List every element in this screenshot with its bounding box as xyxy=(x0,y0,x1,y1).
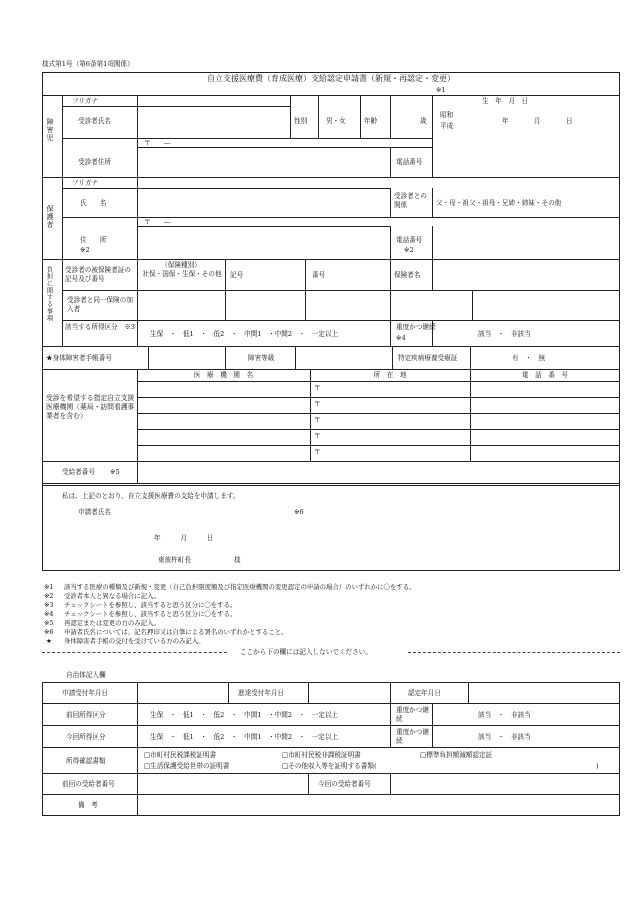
applicant-label: 申請者氏名 xyxy=(78,508,111,516)
same-insured-label: 受診者と同一保険の加入者 xyxy=(67,296,133,313)
note-text: チェックシートを参照し、該当すると思う区分に〇をする。 xyxy=(64,601,237,609)
patient-name-field[interactable] xyxy=(139,108,288,136)
note-mark: ※6 xyxy=(44,628,54,636)
curr-income-options[interactable]: 生保 ・ 低1 ・ 低2 ・ 中間1 ・中間2 ・ 一定以上 xyxy=(150,733,339,741)
relation-options[interactable]: 父・母・祖父・祖母・兄姉・姉妹・その他 xyxy=(436,199,562,207)
relation-label: 受診者との関係 xyxy=(394,192,427,209)
guardian-phone-note: ※2 xyxy=(404,246,414,254)
note-text: 申請者氏名については、記名押印又は自筆による署名のいずれかとすること。 xyxy=(64,628,288,636)
institution-postal-5: 〒 xyxy=(314,448,321,456)
institution-col-phone: 電 話 番 号 xyxy=(521,371,569,379)
declaration-box xyxy=(42,483,620,571)
docs-label: 所得確認書類 xyxy=(66,757,106,765)
severe-note: ※4 xyxy=(396,334,406,342)
era-heisei[interactable]: 平成 xyxy=(440,122,454,130)
curr-recipient-label: 今回の受給者番号 xyxy=(318,780,371,788)
institution-col-name: 医 療 機 関 名 xyxy=(193,371,254,379)
remarks-label: 備 考 xyxy=(78,801,98,809)
guardian-phone-label: 電話番号 xyxy=(396,236,423,244)
curr-severe-options[interactable]: 該当 ・ 非該当 xyxy=(478,733,531,741)
approved-date-label: 認定年月日 xyxy=(408,689,441,697)
severe-label: 重度かつ継続 xyxy=(396,323,436,331)
addressee: 東彼杵町長 xyxy=(158,556,191,564)
institution-postal-3: 〒 xyxy=(314,416,321,424)
institution-label: 受診を希望する指定自立支援医療機関（薬局・訪問看護事業者を含む） xyxy=(46,394,135,421)
number-label: 番号 xyxy=(312,271,326,279)
doc-nontax-certificate[interactable]: □市町村民税非課税証明書 xyxy=(282,751,361,759)
note-mark: ※3 xyxy=(44,601,54,609)
forwarded-date-label: 進達受付年月日 xyxy=(238,689,285,697)
prev-severe-label: 重度かつ継続 xyxy=(396,706,429,723)
note-text: 再認定または変更の方のみ記入。 xyxy=(64,619,160,627)
doc-other-close: ) xyxy=(596,762,599,770)
doc-welfare-certificate[interactable]: □生活保護受給世帯の証明書 xyxy=(144,762,230,770)
institution-col-address: 所 在 地 xyxy=(373,371,407,379)
note-text: チェックシートを参照し、該当すると思う区分に〇をする。 xyxy=(64,610,237,618)
severe-options[interactable]: 該当 ・ 非該当 xyxy=(478,330,531,338)
note-mark: ★ xyxy=(46,637,52,645)
note-text: 該当する医療の種類及び新規・変更（自己負担限度額及び指定医療機関の変更認定の申請の場合）のいずれかに〇をする。 xyxy=(64,583,416,591)
note-text: 身体障害者手帳の交付を受けている方のみ記入。 xyxy=(64,637,205,645)
section-burden: 負担に関する事項 xyxy=(45,266,54,322)
insurance-types[interactable]: 社保・国保・生保・その他 xyxy=(142,270,222,278)
symbol-label: 記号 xyxy=(230,271,244,279)
insurance-type-label: （保険種別） xyxy=(161,261,201,269)
insurer-label: 保険者名 xyxy=(394,271,421,279)
patient-furigana-label: フリガナ xyxy=(72,97,99,105)
received-date-label: 申請受付年月日 xyxy=(62,689,109,697)
specific-options[interactable]: 有 ・ 無 xyxy=(512,354,545,362)
specific-label: 特定疾病療養受療証 xyxy=(398,354,458,362)
recipient-label: 受給者番号 xyxy=(62,468,95,476)
prev-recipient-label: 前回の受給者番号 xyxy=(62,780,115,788)
income-label: 該当する所得区分 ※3 xyxy=(65,323,136,331)
application-date[interactable]: 年 月 日 xyxy=(154,534,214,542)
form-title: 自立支援医療費（育成医療）支給認定申請書（新規・再認定・変更） xyxy=(207,74,455,83)
insured-label: 受診者の被保険者証の記号及び番号 xyxy=(65,266,131,283)
declaration-text: 私は、上記のとおり、自立支援医療費の支給を申請します。 xyxy=(62,492,240,500)
curr-severe-label: 重度かつ継続 xyxy=(396,728,429,745)
note-mark: ※4 xyxy=(44,610,54,618)
note-mark: ※5 xyxy=(44,619,54,627)
doc-tax-certificate[interactable]: □市町村民税課税証明書 xyxy=(144,751,217,759)
divider-text: ここから下の欄には記入しないでください。 xyxy=(240,648,372,656)
title-note: ※1 xyxy=(436,86,446,94)
patient-phone-label: 電話番号 xyxy=(396,158,423,166)
note-mark: ※2 xyxy=(44,592,54,600)
guardian-postal[interactable]: 〒 ― xyxy=(144,218,171,226)
addressee-honorific: 様 xyxy=(234,556,241,564)
form-number: 様式第1号（第6条第1項関係） xyxy=(42,60,134,68)
era-showa[interactable]: 昭和 xyxy=(440,111,454,119)
age-label: 年齢 xyxy=(364,117,378,125)
age-unit: 歳 xyxy=(420,117,427,125)
institution-postal-1: 〒 xyxy=(314,384,321,392)
guardian-address-note: ※2 xyxy=(80,246,90,254)
prev-income-options[interactable]: 生保 ・ 低1 ・ 低2 ・ 中間1 ・中間2 ・ 一定以上 xyxy=(150,711,339,719)
curr-income-label: 今回所得区分 xyxy=(66,733,106,741)
guardian-furigana-label: フリガナ xyxy=(72,179,99,187)
grade-label: 障害等級 xyxy=(248,354,275,362)
income-options[interactable]: 生保 ・ 低1 ・ 低2 ・ 中間1 ・中間2 ・ 一定以上 xyxy=(150,330,339,338)
patient-postal[interactable]: 〒 ― xyxy=(144,139,171,147)
note-mark: ※1 xyxy=(44,583,54,591)
institution-postal-2: 〒 xyxy=(314,400,321,408)
birth-day: 日 xyxy=(566,117,573,125)
patient-name-label: 受診者氏名 xyxy=(78,117,111,125)
birth-year: 年 xyxy=(502,117,509,125)
prev-severe-options[interactable]: 該当 ・ 非該当 xyxy=(478,711,531,719)
handbook-label: ★身体障害者手帳番号 xyxy=(46,354,112,362)
section-guardian: 保護者 xyxy=(46,205,54,229)
institution-postal-4: 〒 xyxy=(314,432,321,440)
birth-month: 月 xyxy=(534,117,541,125)
patient-address-label: 受診者住所 xyxy=(78,158,111,166)
doc-reduction-certificate[interactable]: □標準負担額減額認定証 xyxy=(420,751,493,759)
guardian-address-label: 住 所 xyxy=(80,236,107,244)
applicant-note: ※6 xyxy=(294,508,304,516)
section-patient: 障害児 xyxy=(46,118,54,142)
office-heading: 自治体記入欄 xyxy=(66,671,106,679)
birth-label: 生 年 月 日 xyxy=(482,97,529,105)
guardian-name-label: 氏 名 xyxy=(80,199,107,207)
note-text: 受診者本人と異なる場合に記入。 xyxy=(64,592,160,600)
sex-label: 性別 xyxy=(294,117,308,125)
prev-income-label: 前回所得区分 xyxy=(66,711,106,719)
recipient-note: ※5 xyxy=(110,468,120,476)
sex-options[interactable]: 男・女 xyxy=(326,117,346,125)
doc-other-income[interactable]: □その他収入等を証明する書類( xyxy=(282,762,377,770)
